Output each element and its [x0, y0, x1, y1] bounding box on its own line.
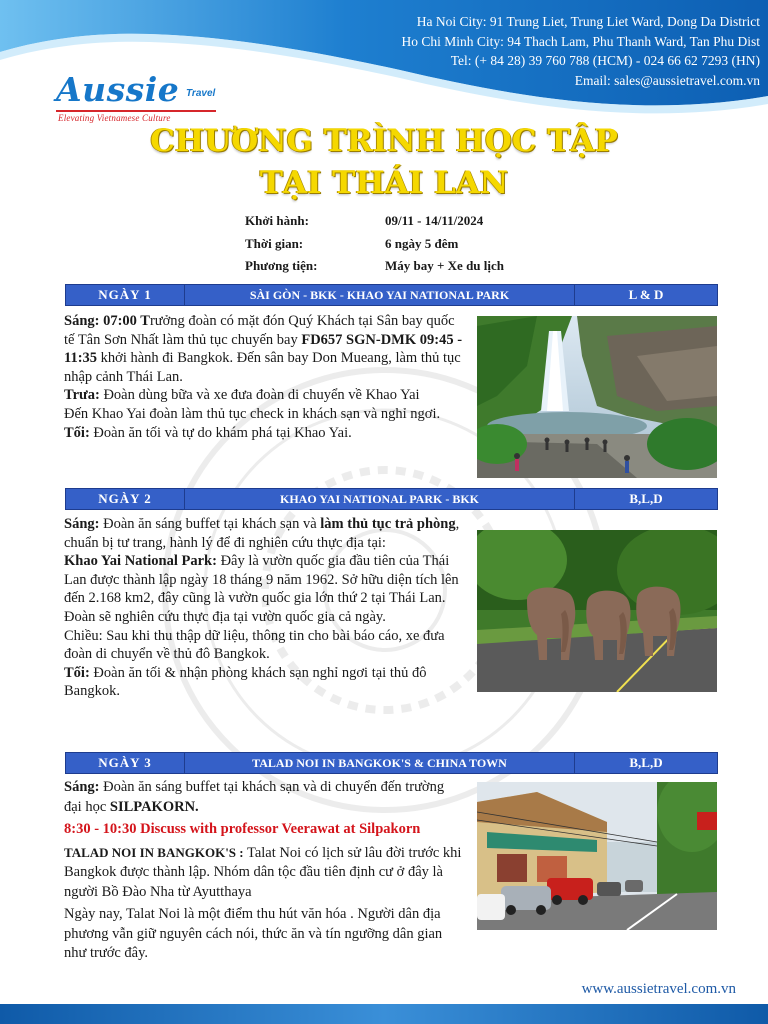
day-1-morning: [64, 312, 464, 386]
day-2-evening-text: Đoàn ăn tối & nhận phòng khách sạn nghỉ ngơi tại thủ đô Bangkok.: [64, 664, 427, 700]
trip-info: [245, 210, 504, 278]
depart-value: 09/11 - 14/11/2024: [385, 213, 484, 229]
day-1-noon: [64, 386, 464, 405]
day-2-afternoon: Chiều: Sau khi thu thập dữ liệu, thông tin cho bài báo cáo, xe đưa đoàn di chuyển về thủ đô Bangkok.: [64, 627, 445, 663]
day-2-number: NGÀY 2: [66, 489, 185, 509]
day-2-meals: B,L,D: [629, 491, 663, 506]
day-2-checkout: làm thủ tục trả phòng: [320, 516, 456, 532]
day-3-morning: [64, 778, 464, 817]
logo-tagline: Elevating Vietnamese Culture: [58, 113, 171, 123]
page-title: [0, 120, 768, 204]
day-1-route: SÀI GÒN - BKK - KHAO YAI NATIONAL PARK: [185, 285, 575, 305]
day-1-evening: [64, 424, 464, 443]
aussie-travel-logo: [56, 70, 226, 126]
title-line-1: CHƯƠNG TRÌNH HỌC TẬP: [150, 123, 618, 159]
day-2-route: KHAO YAI NATIONAL PARK - BKK: [185, 489, 575, 509]
day-3-header: [65, 752, 718, 774]
contact-info: [402, 12, 760, 90]
day-2-morning-text: Đoàn ăn sáng buffet tại khách sạn và: [99, 516, 321, 532]
logo-underline: [56, 110, 216, 112]
day-2-park-text: Đây là vườn quốc gia đầu tiên của Thái Lan được thành lập ngày 18 tháng 9 năm 1962. Sở hữu diện tích lên đến 2.168 km2, đây cũng là vườn quốc gia lớn thứ 2 tại Thái Lan.: [64, 553, 459, 607]
day-3-talad-text: Talat Noi có lịch sử lâu đời trước khi Bangkok được thành lập. Nhóm dân tộc đầu tiên định cư ở đây là người Bồ Đào Nha từ Ayutthaya: [64, 844, 462, 900]
address-hcm: Ho Chi Minh City: 94 Thach Lam, Phu Thanh Ward, Tan Phu Dist: [401, 33, 760, 49]
day-1-arrive: Đến Khao Yai đoàn làm thủ tục check in khách sạn và nghỉ ngơi.: [64, 405, 441, 422]
email[interactable]: Email: sales@aussietravel.com.vn: [574, 72, 760, 88]
day-1-noon-label: Trưa:: [64, 387, 100, 404]
day-2-morning: [64, 515, 464, 552]
trip-duration-row: [245, 233, 504, 256]
day-3-university: SILPAKORN.: [109, 798, 199, 815]
address-hanoi: Ha Noi City: 91 Trung Liet, Trung Liet Ward, Dong Da District: [416, 14, 760, 29]
day-3-meals: B,L,D: [629, 755, 663, 770]
transport-value: Máy bay + Xe du lịch: [385, 258, 504, 274]
day-2-header: [65, 488, 718, 510]
title-line-2: TẠI THÁI LAN: [259, 165, 509, 201]
day-3-talad-label: TALAD NOI IN BANGKOK'S :: [64, 844, 244, 860]
duration-label: Thời gian:: [245, 235, 304, 251]
elephants-photo: [477, 530, 717, 692]
day-2-morning-label: Sáng:: [64, 516, 100, 532]
day-2-evening: [64, 664, 464, 701]
day-1-content: [64, 312, 464, 442]
website-link[interactable]: www.aussietravel.com.vn: [581, 981, 736, 997]
footer-bar: [0, 1004, 768, 1024]
waterfall-photo: [477, 316, 717, 478]
day-2-research: Đoàn sẽ nghiên cứu thực địa tại vườn quốc gia cả ngày.: [64, 608, 386, 625]
street-photo: [477, 782, 717, 930]
day-2-evening-label: Tối:: [64, 664, 90, 681]
day-3-route: TALAD NOI IN BANGKOK'S & CHINA TOWN: [185, 753, 575, 773]
day-1-morning-label: Sáng: 07:00 T: [64, 313, 150, 329]
day-2-morning-text2: , chuẩn bị tư trang, hành lý để đi nghiên cứu thực địa tại:: [64, 516, 460, 551]
transport-label: Phương tiện:: [245, 258, 318, 274]
day-1-meals: L & D: [628, 287, 664, 302]
day-1-noon-text: Đoàn dùng bữa và xe đưa đoàn di chuyển về Khao Yai: [99, 387, 420, 404]
day-1-morning-text: rưởng đoàn có mặt đón Quý Khách tại Sân bay quốc tế Tân Sơn Nhất làm thủ tục chuyến bay: [64, 313, 455, 348]
trip-depart-row: [245, 210, 504, 233]
day-1-evening-text: Đoàn ăn tối và tự do khám phá tại Khao Yai.: [89, 424, 352, 441]
day-3-morning-label: Sáng:: [64, 779, 100, 795]
logo-sub: Travel: [186, 88, 216, 99]
day-1-morning-text2: khởi hành đi Bangkok. Đến sân bay Don Mueang, làm thủ tục nhập cảnh Thái Lan.: [64, 350, 461, 385]
day-3-number: NGÀY 3: [66, 753, 185, 773]
day-1-evening-label: Tối:: [64, 424, 90, 441]
duration-value: 6 ngày 5 đêm: [385, 235, 459, 251]
day-2-park: [64, 552, 464, 608]
trip-transport-row: [245, 255, 504, 278]
depart-label: Khởi hành:: [245, 213, 309, 229]
day-3-discuss: 8:30 - 10:30 Discuss with professor Veerawat at Silpakorn: [64, 821, 421, 837]
day-2-park-label: Khao Yai National Park:: [64, 553, 217, 570]
day-3-today: Ngày nay, Talat Noi là một điểm thu hút văn hóa . Người dân địa phương vẫn giữ nguyên cách nói, thức ăn và tín ngưỡng dân gian như trước đây.: [64, 906, 443, 961]
day-1-header: [65, 284, 718, 306]
day-1-number: NGÀY 1: [66, 285, 185, 305]
day-3-morning-text: Đoàn ăn sáng buffet tại khách sạn và di chuyển đến trường đại học: [64, 779, 445, 815]
day-2-content: [64, 515, 464, 701]
day-3-content: [64, 778, 464, 964]
day-1-flight: FD657 SGN-DMK 09:45 - 11:35: [64, 331, 463, 367]
logo-name: Aussie: [56, 70, 180, 109]
day-3-talad: [64, 843, 464, 903]
phone: Tel: (+ 84 28) 39 760 788 (HCM) - 024 66 62 7293 (HN): [450, 53, 760, 69]
